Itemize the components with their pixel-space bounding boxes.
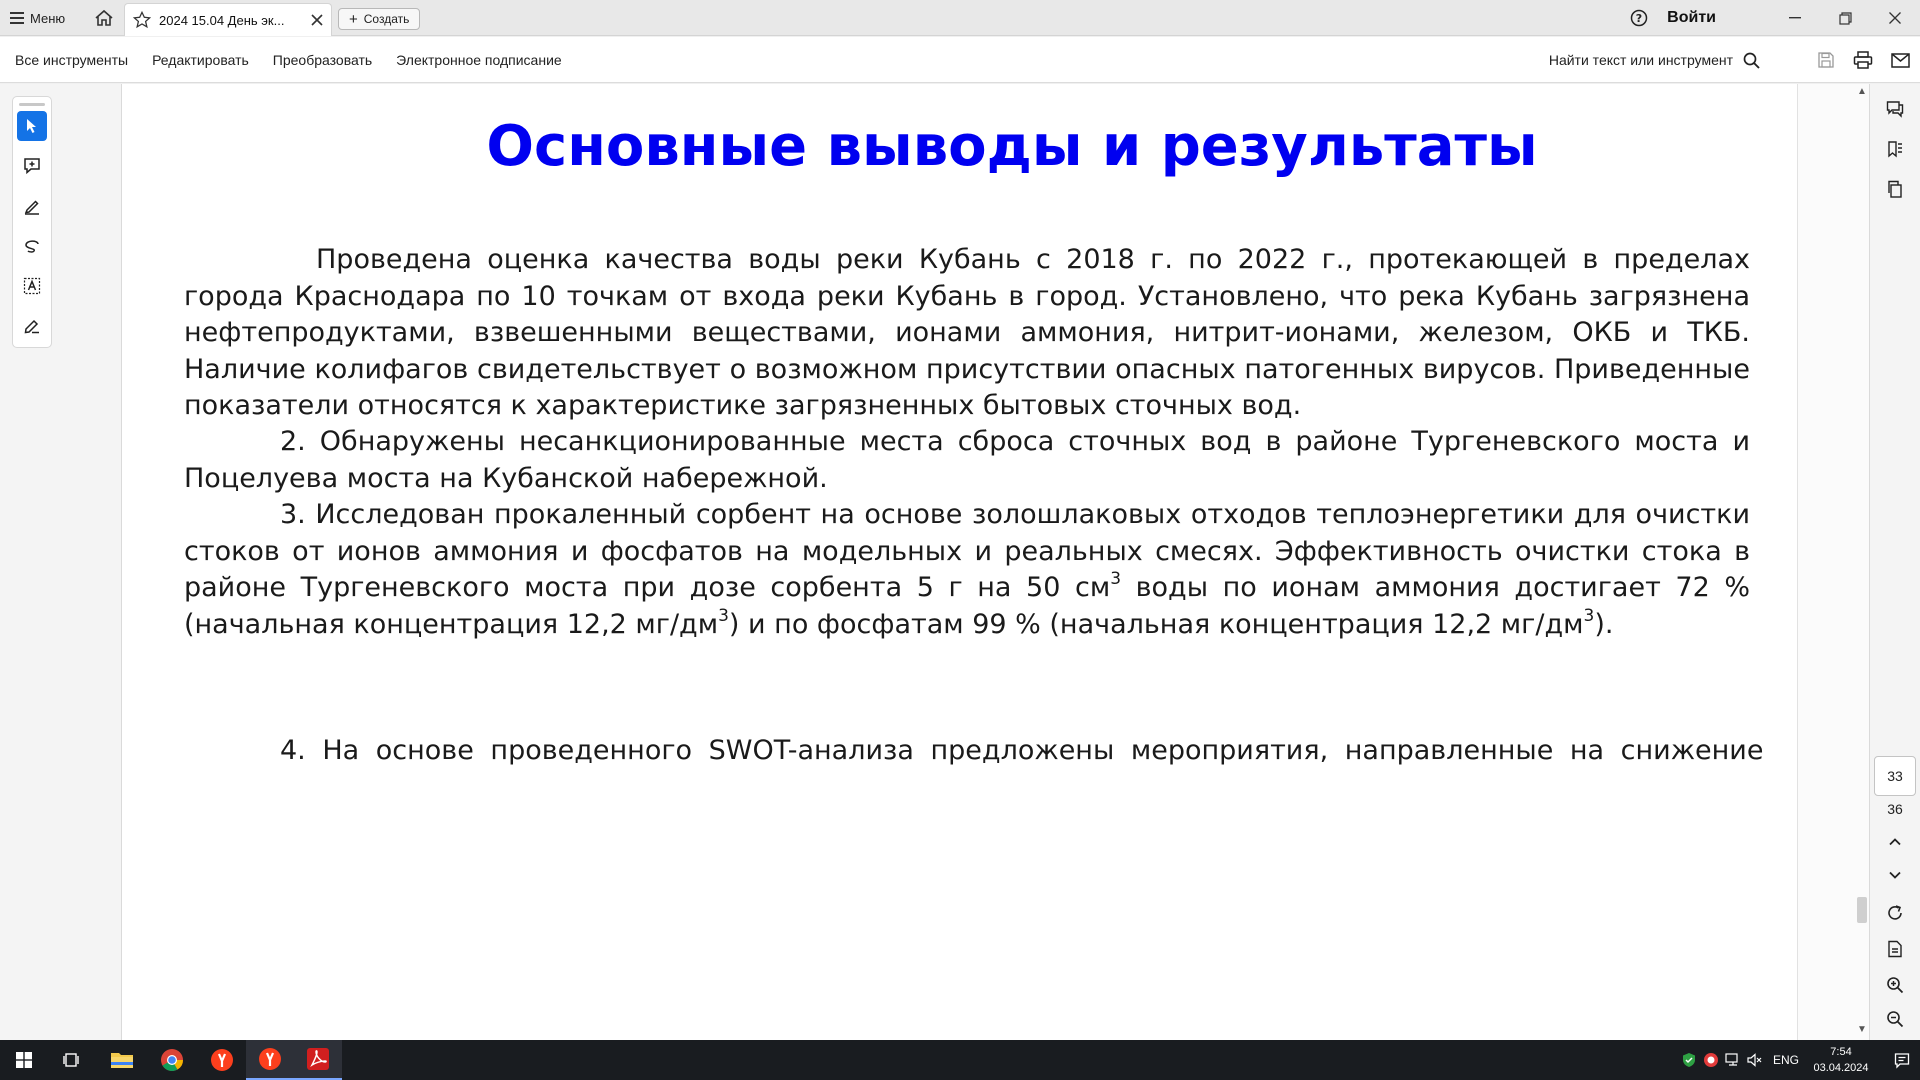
close-window-button[interactable] [1870,0,1920,36]
zoom-out-icon [1886,1010,1904,1028]
scroll-down-arrow[interactable]: ▼ [1857,1024,1867,1035]
draw-tool[interactable] [17,231,47,261]
shield-icon [1681,1052,1697,1068]
tab-title: 2024 15.04 День эк... [159,12,285,28]
create-button[interactable] [338,8,420,30]
right-rail [1869,84,1920,1040]
paragraph-2: 2. Обнаружены несанкционированные места сброса сточных вод в районе Тургеневского моста и Поцелуева моста на Кубанской набережной. [184,426,1750,494]
chrome-button[interactable] [148,1040,196,1080]
security-tray-item[interactable] [1678,1040,1700,1080]
find-text-label: Найти текст или инструмент [1548,52,1733,68]
text-box-icon [23,277,41,295]
help-button[interactable] [1619,9,1659,27]
start-button[interactable] [0,1040,48,1080]
bookmarks-panel-button[interactable] [1880,134,1910,164]
paragraph-4: 4. На основе проведенного SWOT-анализа предложены мероприятия, направленные на снижение [280,735,1764,766]
close-tab-icon[interactable] [311,14,323,26]
task-view-icon [63,1052,81,1068]
minimize-icon [1789,17,1801,19]
file-explorer-button[interactable] [98,1040,146,1080]
menu-e-sign[interactable]: Электронное подписание [396,52,562,68]
zoom-in-icon [1886,976,1904,994]
print-icon[interactable] [1853,51,1873,69]
quick-tools [12,96,52,348]
paragraph-1: Проведена оценка качества воды реки Кубань с 2018 г. по 2022 г., протекающей в пределах города Краснодара по 10 точкам от входа реки Кубань в город. Установлено, что река Кубань загрязнена нефтепродуктами, взвешенными веществами, ионами аммония, нитрит-ионами, железом, ОКБ и ТКБ. Наличие колифагов свидетельствует о возможном присутствии опасных патогенных вирусов. Приведенные показатели относятся к характеристике загрязненных бытовых сточных вод. [184,244,1750,421]
main-toolbar [0,37,1920,83]
scroll-up-arrow[interactable]: ▲ [1857,86,1867,97]
menu-edit[interactable]: Редактировать [152,52,249,68]
acrobat-button[interactable] [294,1040,342,1080]
vertical-scrollbar[interactable] [1797,84,1869,1040]
star-icon[interactable] [133,11,151,29]
zoom-in-button[interactable] [1880,970,1910,1000]
total-pages: 36 [1887,801,1903,817]
current-page-input[interactable]: 33 [1874,756,1916,796]
paragraph-3-part-a: 3. Исследован прокаленный сорбент на основе золошлаковых отходов теплоэнергетики для очистки стоков от ионов аммония и фосфатов на модельных и реальных смесях. Эффективность очистки стока в районе Тургеневского моста при дозе сорбента 5 г на 50 см [184,499,1750,603]
folder-icon [110,1050,134,1070]
help-icon [1630,9,1648,27]
clipped-line-area [122,644,1797,766]
create-label: Создать [363,12,410,26]
find-text-tool[interactable] [1549,37,1760,83]
volume-tray-item[interactable] [1744,1040,1766,1080]
paragraph-3-part-c: ) и по фосфатам 99 % (начальная концентрация 12,2 мг/дм [728,608,1584,640]
yandex-browser-button[interactable] [198,1040,246,1080]
hamburger-icon [10,12,24,24]
superscript: 3 [1583,605,1595,626]
paragraph-3-part-d: ). [1594,608,1614,640]
save-icon[interactable] [1817,51,1835,69]
search-icon [1743,52,1760,69]
comments-panel-button[interactable] [1880,94,1910,124]
zoom-out-button[interactable] [1880,1004,1910,1034]
scroll-thumb[interactable] [1857,897,1867,923]
home-icon [95,10,113,26]
comment-add-icon [23,157,41,175]
clock-date: 03.04.2024 [1813,1062,1869,1074]
pages-icon [1886,180,1904,198]
windows-taskbar [0,1040,1920,1080]
title-bar [0,0,1920,36]
left-tools-panel [0,84,122,1040]
next-page-button[interactable] [1880,860,1910,890]
cursor-icon [25,118,39,134]
paragraph-3-part-b: воды по ионам аммония достигает 72 % (начальная концентрация 12,2 мг/дм [184,572,1750,640]
chrome-icon [160,1048,184,1072]
rotate-icon [1886,904,1904,922]
yandex-icon [258,1047,282,1071]
page-fit-button[interactable] [1880,934,1910,964]
close-icon [1889,12,1901,24]
chevron-down-icon [1888,871,1902,880]
login-button[interactable]: Войти [1667,9,1716,26]
rotate-button[interactable] [1880,898,1910,928]
previous-page-button[interactable] [1880,826,1910,856]
text-tool[interactable] [17,271,47,301]
restore-icon [1839,12,1852,25]
restore-button[interactable] [1820,0,1870,36]
document-icon [1886,940,1904,958]
select-tool[interactable] [17,111,47,141]
email-icon[interactable] [1891,53,1910,68]
yandex-browser-button-2[interactable] [246,1040,294,1080]
yandex-icon [210,1048,234,1072]
windows-logo-icon [16,1052,32,1068]
pages-panel-button[interactable] [1880,174,1910,204]
superscript: 3 [718,605,729,626]
antivirus-icon [1703,1052,1719,1068]
page-title: Основные выводы и результаты [486,114,1538,179]
menu-label: Меню [30,10,66,26]
highlight-tool[interactable] [17,191,47,221]
notification-icon [1894,1052,1910,1068]
clock[interactable] [1806,1044,1876,1076]
paragraph-3 [184,497,1750,643]
minimize-button[interactable] [1770,0,1820,36]
pen-icon [23,197,41,215]
document-page[interactable] [122,84,1797,1040]
network-icon [1725,1053,1741,1067]
plus-icon: + [349,10,358,28]
menu-all-tools[interactable]: Все инструменты [15,52,129,68]
svg-text:?: ? [1635,12,1643,25]
sign-tool[interactable] [17,311,47,341]
bookmark-icon [1886,140,1904,158]
comment-tool[interactable] [17,151,47,181]
home-button[interactable] [90,6,118,30]
system-tray [1678,1040,1920,1080]
menu-convert[interactable]: Преобразовать [272,52,373,68]
superscript: 3 [1110,569,1122,589]
document-tab[interactable] [124,3,332,36]
antivirus-tray-item[interactable] [1700,1040,1722,1080]
drag-handle[interactable] [19,103,45,106]
task-view-button[interactable] [48,1040,96,1080]
freehand-icon [23,237,41,255]
comments-icon [1886,100,1904,118]
acrobat-icon [306,1047,330,1071]
notifications-button[interactable] [1884,1040,1920,1080]
menu-button[interactable] [10,6,65,30]
network-tray-item[interactable] [1722,1040,1744,1080]
chevron-up-icon [1888,837,1902,846]
signature-icon [23,317,41,335]
input-language[interactable]: ENG [1772,1053,1799,1067]
clock-time: 7:54 [1830,1046,1852,1058]
speaker-muted-icon [1747,1053,1763,1067]
